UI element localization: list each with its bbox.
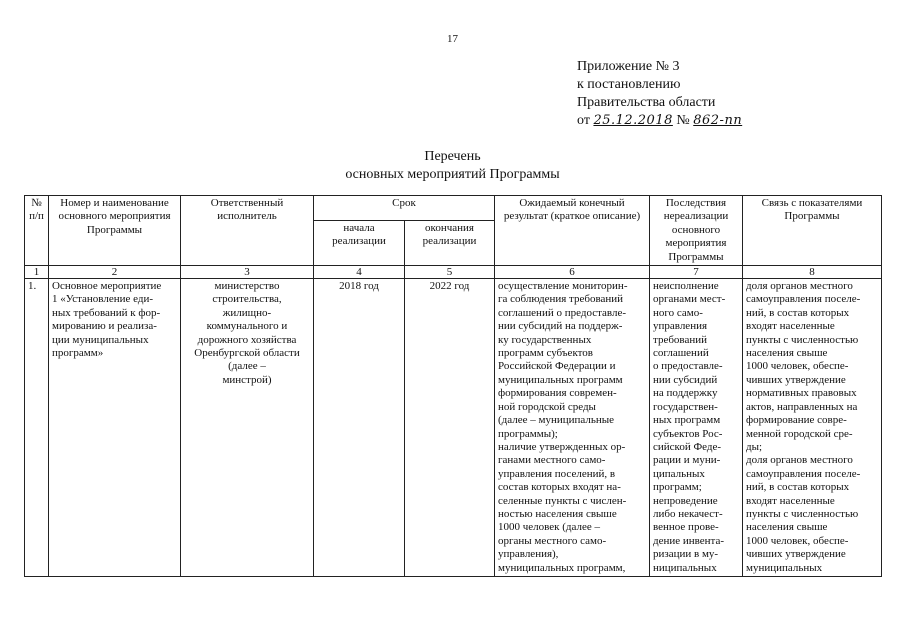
header-executor: Ответственный исполнитель <box>181 196 314 266</box>
header-consequences: Последствия нереализации основного мероприятия Программы <box>650 196 743 266</box>
appendix-block <box>577 58 742 130</box>
column-number: 2 <box>49 266 181 279</box>
column-number: 3 <box>181 266 314 279</box>
header-indicators: Связь с показателями Программы <box>743 196 882 266</box>
row-num: 1. <box>25 279 49 577</box>
date-prefix: от <box>577 113 590 128</box>
title-line-1: Перечень <box>424 149 481 164</box>
column-number: 5 <box>405 266 495 279</box>
row-consequences: неисполнение органами мест- ного само- управления требований соглашений о предоставле- нии субсидий на поддержку государствен- ных программ субъектов Рос- сийской Феде- рации и муни- ципальных программ; непроведение либо некачест- венное прове- дение инвента- ризации в му- ниципальных <box>650 279 743 577</box>
column-number: 7 <box>650 266 743 279</box>
row-start: 2018 год <box>314 279 405 577</box>
handwritten-number: 862-пп <box>693 113 743 128</box>
appendix-line-2: к постановлению <box>577 77 681 92</box>
header-term-start: начала реализации <box>314 220 405 265</box>
header-result: Ожидаемый конечный результат (краткое описание) <box>495 196 650 266</box>
row-end: 2022 год <box>405 279 495 577</box>
row-executor: министерство строительства, жилищно- коммунального и дорожного хозяйства Оренбургской области (далее – минстрой) <box>181 279 314 577</box>
appendix-line-1: Приложение № 3 <box>577 59 680 74</box>
column-number: 6 <box>495 266 650 279</box>
header-name: Номер и наименование основного мероприятия Программы <box>49 196 181 266</box>
column-number: 4 <box>314 266 405 279</box>
column-number-row <box>25 266 882 279</box>
appendix-date-line <box>577 112 742 130</box>
row-indicators: доля органов местного самоуправления поселе- ний, в состав которых входят населенные пункты с численностью населения свыше 1000 человек, обеспе- чивших утверждение нормативных правовых актов, направленных на формирование совре- менной городской сре- ды; доля органов местного самоуправления поселе- ний, в состав которых входят населенные пункты с численностью населения свыше 1000 человек, обеспе- чивших утверждение муниципальных <box>743 279 882 577</box>
header-row <box>25 196 882 221</box>
document-title <box>0 148 905 184</box>
page-number: 17 <box>447 33 458 45</box>
header-num: № п/п <box>25 196 49 266</box>
table-row <box>25 279 882 577</box>
row-result: осуществление мониторин- га соблюдения требований соглашений о предоставле- нии субсидий на поддерж- ку государственных программ субъектов Российской Федерации и муниципальных программ формирования современ- ной городской среды (далее – муниципальные программы); наличие утвержденных ор- ганами местного само- управления поселений, в состав которых входят на- селенные пункты с числен- ностью населения свыше 1000 человек (далее – органы местного само- управления), муниципальных программ, <box>495 279 650 577</box>
column-number: 1 <box>25 266 49 279</box>
title-line-2: основных мероприятий Программы <box>345 167 560 182</box>
appendix-line-3: Правительства области <box>577 95 716 110</box>
header-term: Срок <box>314 196 495 221</box>
handwritten-date: 25.12.2018 <box>593 113 673 128</box>
header-term-end: окончания реализации <box>405 220 495 265</box>
measures-table <box>24 195 882 577</box>
row-name: Основное мероприятие 1 «Установление еди- ных требований к фор- мированию и реализа- ции муниципальных программ» <box>49 279 181 577</box>
column-number: 8 <box>743 266 882 279</box>
number-sign: № <box>676 113 690 128</box>
